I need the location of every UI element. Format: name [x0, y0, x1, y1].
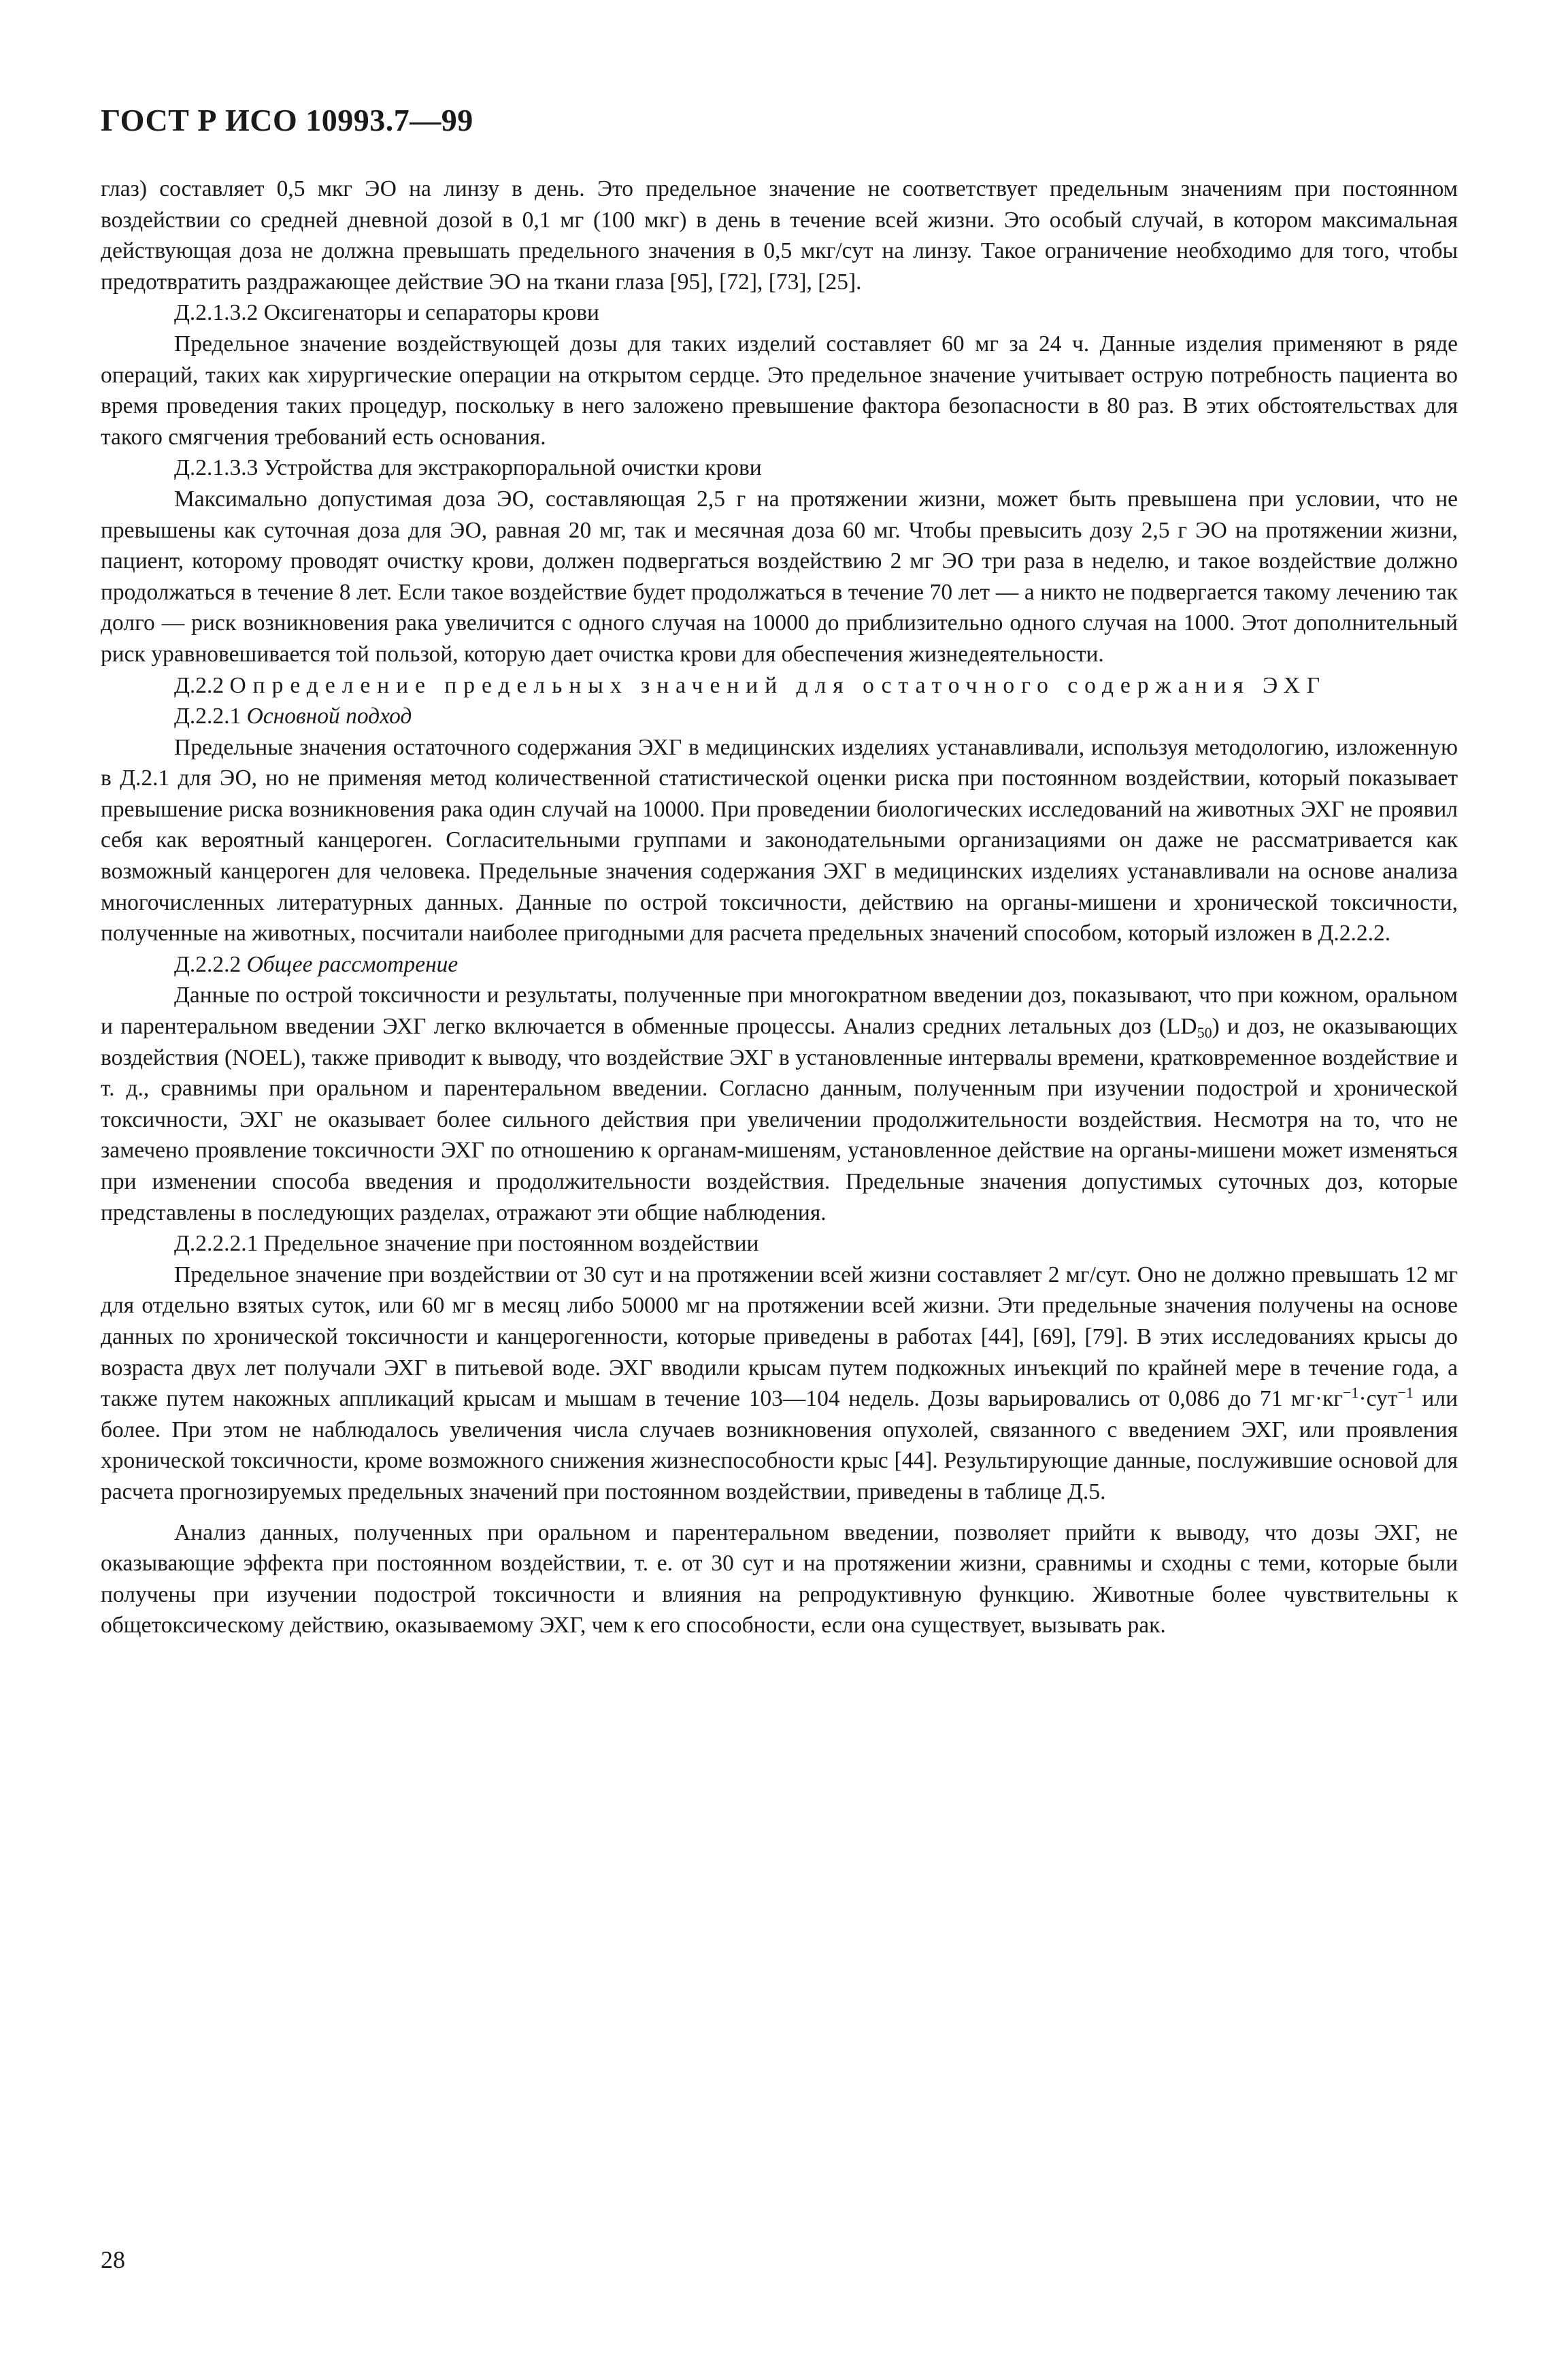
subsection-title: Общее рассмотрение: [246, 951, 458, 977]
subsection-heading: [101, 949, 1458, 981]
superscript: −1: [1397, 1384, 1414, 1402]
subsection-heading: [101, 701, 1458, 732]
section-heading: Д.2.2.2.1 Предельное значение при постоянном воздействии: [174, 1231, 759, 1257]
document-body: [101, 174, 1458, 1641]
subscript: 50: [1197, 1024, 1212, 1042]
superscript: −1: [1343, 1384, 1359, 1402]
document-header: ГОСТ Р ИСО 10993.7—99: [101, 103, 473, 137]
section-heading-spaced: [101, 670, 1458, 702]
paragraph: Анализ данных, полученных при оральном и парентеральном введении, позволяет прийти к выводу, что дозы ЭХГ, не оказывающие эффекта при постоянном воздействии, т. е. от 30 сут и на протяжении жизни, сравнимы и сходны с теми, которые были получены при изучении подострой токсичности и влияния на репродуктивную функцию. Животные более чувствительны к общетоксическому действию, оказываемому ЭХГ, чем к его способности, если она существует, вызывать рак.: [101, 1519, 1458, 1638]
subsection-number: Д.2.2.1: [174, 704, 241, 729]
text-run: ) и доз, не оказывающих воздействия (NOEL), также приводит к выводу, что воздействие ЭХГ в установленные интервалы времени, кратковременное воздействие и т. д., сравнимы при оральном и парентеральном введении. Согласно данным, полученным при изучении подострой и хронической токсичности, ЭХГ не оказывает более сильного действия при увеличении продолжительности воздействия. Несмотря на то, что не замечено проявление токсичности ЭХГ по отношению к органам-мишеням, установленное действие на органы-мишени может изменяться при изменении способа введения и продолжительности воздействия. Предельные значения допустимых суточных доз, которые представлены в последующих разделах, отражают эти общие наблюдения.: [101, 1014, 1458, 1225]
section-number: Д.2.2: [174, 672, 224, 698]
paragraph: Предельные значения остаточного содержания ЭХГ в медицинских изделиях устанавливали, используя методологию, изложенную в Д.2.1 для ЭО, но не применяя метод количественной статистической оценки риска при постоянном воздействии, который показывает превышение риска возникновения рака один случай на 10000. При проведении биологических исследований на животных ЭХГ не проявил себя как вероятный канцероген. Согласительными группами и законодательными организациями он даже не рассматривается как возможный канцероген для человека. Предельные значения содержания ЭХГ в медицинских изделиях устанавливали на основе анализа многочисленных литературных данных. Данные по острой токсичности, действию на органы-мишени и хронической токсичности, полученные на животных, посчитали наиболее пригодными для расчета предельных значений способом, который изложен в Д.2.2.2.: [101, 734, 1458, 946]
paragraph: Предельное значение воздействующей дозы для таких изделий составляет 60 мг за 24 ч. Данные изделия применяют в ряде операций, таких как хирургические операции на открытом сердце. Это предельное значение учитывает острую потребность пациента во время проведения таких процедур, поскольку в него заложено превышение фактора безопасности в 80 раз. В этих обстоятельствах для такого смягчения требований есть основания.: [101, 331, 1458, 450]
text-run: Предельное значение при воздействии от 30 сут и на протяжении всей жизни составляет 2 мг/сут. Оно не должно превышать 12 мг для отдельно взятых суток, или 60 мг в месяц либо 50000 мг на протяжении всей жизни. Эти предельные значения получены на основе данных по хронической токсичности и канцерогенности, которые приведены в работах [44], [69], [79]. В этих исследованиях крысы до возраста двух лет получали ЭХГ в питьевой воде. ЭХГ вводили крысам путем подкожных инъекций по крайней мере в течение года, а также путем накожных аппликаций крысам и мышам в течение 103—104 недель. Дозы варьировались от 0,086 до 71 мг·кг: [101, 1262, 1458, 1412]
section-title: Определение предельных значений для остаточного содержания ЭХГ: [229, 672, 1327, 698]
text-run: Данные по острой токсичности и результаты, полученные при многократном введении доз, показывают, что при кожном, оральном и парентеральном введении ЭХГ легко включается в обменные процессы. Анализ средних летальных доз (LD: [101, 983, 1458, 1040]
paragraph: глаз) составляет 0,5 мкг ЭО на линзу в день. Это предельное значение не соответствует предельным значениям при постоянном воздействии со средней дневной дозой в 0,1 мг (100 мкг) в день в течение всей жизни. Это особый случай, в котором максимальная действующая доза не должна превышать предельного значения в 0,5 мкг/сут на линзу. Такое ограничение необходимо для того, чтобы предотвратить раздражающее действие ЭО на ткани глаза [95], [72], [73], [25].: [101, 176, 1458, 295]
subsection-title: Основной подход: [246, 704, 412, 729]
section-heading: Д.2.1.3.2 Оксигенаторы и сепараторы крови: [174, 300, 599, 326]
subsection-number: Д.2.2.2: [174, 951, 241, 977]
paragraph: [101, 980, 1458, 1228]
text-run: или более. При этом не наблюдалось увеличения числа случаев возникновения опухолей, связанного с введением ЭХГ, или проявления хронической токсичности, кроме возможного снижения жизнеспособности крыс [44]. Результирующие данные, послужившие основой для расчета прогнозируемых предельных значений при постоянном воздействии, приведены в таблице Д.5.: [101, 1386, 1458, 1504]
section-heading: Д.2.1.3.3 Устройства для экстракорпоральной очистки крови: [174, 455, 762, 481]
text-run: ·сут: [1358, 1386, 1398, 1412]
paragraph: [101, 1259, 1458, 1508]
page-number: 28: [101, 2246, 125, 2273]
paragraph: Максимально допустимая доза ЭО, составляющая 2,5 г на протяжении жизни, может быть превышена при условии, что не превышены как суточная доза для ЭО, равная 20 мг, так и месячная доза 60 мг. Чтобы превысить дозу 2,5 г ЭО на протяжении жизни, пациент, которому проводят очистку крови, должен подвергаться воздействию 2 мг ЭО три раза в неделю, и такое воздействие должно продолжаться в течение 8 лет. Если такое воздействие будет продолжаться в течение 70 лет — а никто не подвергается такому лечению так долго — риск возникновения рака увеличится с одного случая на 10000 до приблизительно одного случая на 1000. Этот дополнительный риск уравновешивается той пользой, которую дает очистка крови для обеспечения жизнедеятельности.: [101, 486, 1458, 667]
